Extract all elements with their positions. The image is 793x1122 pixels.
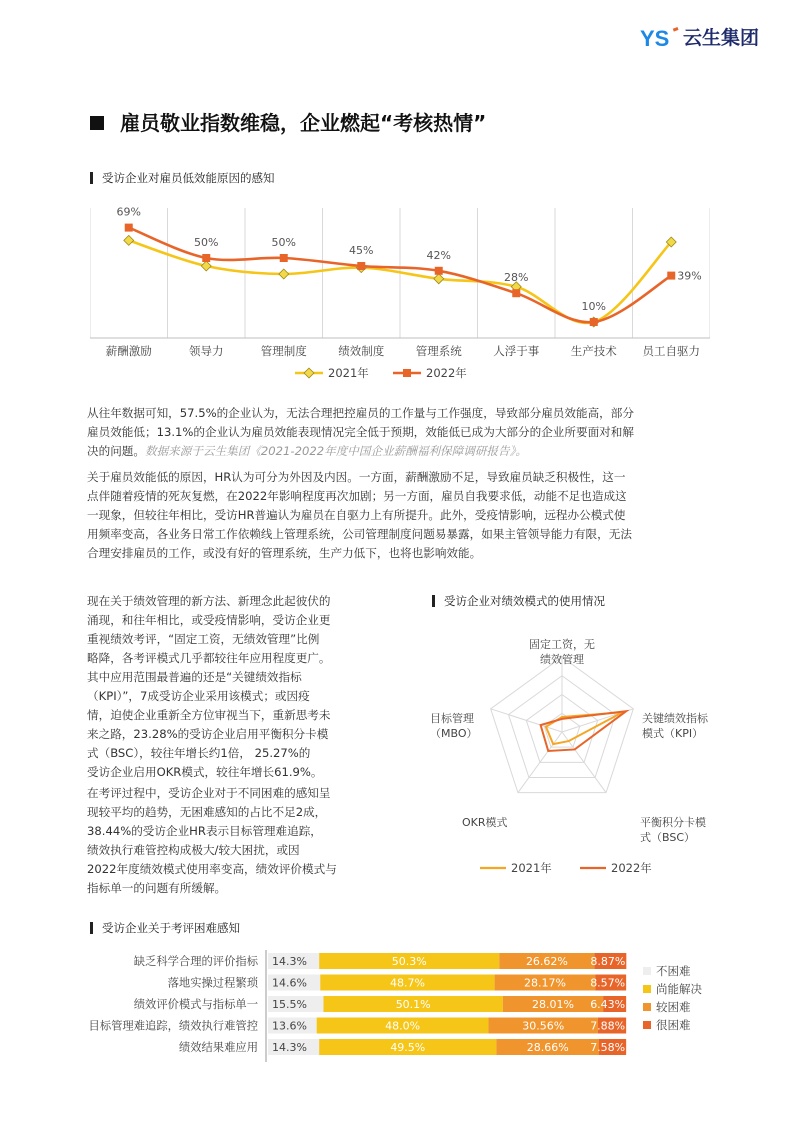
x-tick-label: 薪酬激励 <box>105 344 152 358</box>
bar-value-label: 28.01% <box>532 998 574 1011</box>
legend-swatch <box>643 1021 651 1029</box>
radar-axis-label: OKR模式 <box>462 816 508 829</box>
legend-marker <box>403 369 411 377</box>
x-tick-label: 管理制度 <box>260 344 307 358</box>
radar-axis-label: 固定工资，无 <box>529 638 595 651</box>
legend-label: 不困难 <box>656 964 691 978</box>
paragraph-3-line: 现在关于绩效管理的新方法、新理念此起彼伏的 <box>87 594 331 608</box>
legend-swatch <box>643 967 651 975</box>
radar-axis-label: 平衡积分卡模 <box>640 816 706 829</box>
data-label: 42% <box>426 248 451 262</box>
radar-axis-label: 式（BSC） <box>640 831 696 844</box>
paragraph-3-line: 来之路，23.28%的受访企业启用平衡积分卡模 <box>87 727 329 741</box>
legend-swatch <box>643 985 651 993</box>
chart2-title-text: 受访企业对绩效模式的使用情况 <box>444 594 605 608</box>
paragraph-2-line: 用频率变高，各业务日常工作依赖线上管理系统，公司管理制度问题易暴露，如果主管领导能力有限，无法 <box>87 527 632 541</box>
data-point-2021 <box>434 274 444 284</box>
legend-label: 尚能解决 <box>656 982 702 996</box>
paragraph-4-line: 2022年度绩效模式使用率变高，绩效评价模式与 <box>87 862 337 876</box>
paragraph-2-line: 合理安排雇员的工作，或没有好的管理系统，生产力低下，也将也影响效能。 <box>87 546 482 560</box>
bar-value-label: 48.0% <box>385 1019 421 1033</box>
chart1-title <box>90 170 275 186</box>
section-bullet <box>90 116 104 130</box>
stacked-bar-chart-difficulty <box>60 950 740 1070</box>
bar-value-label: 6.43% <box>590 998 626 1011</box>
bar-value-label: 8.57% <box>590 976 626 990</box>
title-bar <box>432 595 435 607</box>
paragraph-3-line: 其中应用范围最普遍的还是“关键绩效指标 <box>87 670 302 684</box>
x-tick-label: 生产技术 <box>570 344 617 358</box>
data-label: 50% <box>194 236 219 249</box>
bar-value-label: 28.66% <box>526 1041 569 1054</box>
paragraph-4 <box>87 784 397 898</box>
section-title <box>90 108 486 138</box>
paragraph-3-line: 略降，各考评模式几乎都较往年应用程度更广。 <box>87 651 331 665</box>
data-label: 69% <box>116 205 141 219</box>
bar-value-label: 7.88% <box>590 1019 626 1033</box>
paragraph-3 <box>87 592 397 782</box>
legend-label: 2021年 <box>328 366 369 380</box>
data-point-2021 <box>279 269 289 279</box>
paragraph-3-line: （KPI）”，7成受访企业采用该模式；或因疫 <box>87 689 310 703</box>
legend-label: 很困难 <box>656 1018 691 1032</box>
data-source-note: 数据来源于云生集团《2021-2022年度中国企业薪酬福利保障调研报告》。 <box>144 444 528 458</box>
paragraph-1-line: 雇员效能低；13.1%的企业认为雇员效能表现情况完全低于预期，效能低已成为大部分的企业所要面对和解 <box>87 425 634 439</box>
paragraph-1-end: 决的问题。 <box>87 444 145 458</box>
radar-chart-performance-modes <box>400 620 730 885</box>
paragraph-4-line: 绩效执行难管控构成极大/较大困扰，或因 <box>87 843 300 857</box>
x-tick-label: 人浮于事 <box>493 344 540 358</box>
paragraph-2-line: 一现象，但较往年相比，受访HR普遍认为雇员在自驱力上有所提升。此外，受疫情影响，远程办公模式使 <box>87 508 626 522</box>
data-label: 28% <box>504 271 529 285</box>
bar-value-label: 7.58% <box>590 1041 626 1054</box>
paragraph-3-line: 涌现，和往年相比，或受疫情影响，受访企业更 <box>87 613 331 627</box>
data-point-2022 <box>202 254 210 262</box>
data-label: 50% <box>271 236 296 249</box>
data-point-2022 <box>512 289 520 297</box>
paragraph-3-line: 情，迫使企业重新全方位审视当下，重新思考未 <box>87 708 331 722</box>
paragraph-2-line: 点伴随着疫情的死灰复燃，在2022年影响程度再次加剧；另一方面，雇员自我要求低，动能不足也造成这 <box>87 489 627 503</box>
data-point-2022 <box>590 318 598 326</box>
radar-axis-label: 模式（KPI） <box>642 727 704 740</box>
bar-value-label: 48.7% <box>389 976 425 990</box>
paragraph-1-line <box>87 442 712 461</box>
data-point-2021 <box>201 261 211 271</box>
section-title-text: 雇员敬业指数维稳，企业燃起“考核热情” <box>120 111 487 135</box>
chart2-title <box>432 593 605 609</box>
paragraph-4-line: 38.44%的受访企业HR表示目标管理难追踪， <box>87 824 322 838</box>
x-tick-label: 管理系统 <box>415 344 462 358</box>
bar-value-label: 8.87% <box>590 955 626 968</box>
radar-axis-label: 绩效管理 <box>540 653 584 666</box>
paragraph-2 <box>87 468 712 563</box>
title-bar <box>90 172 93 184</box>
x-tick-label: 员工自驱力 <box>642 344 700 358</box>
chart1-title-text: 受访企业对雇员低效能原因的感知 <box>102 171 275 185</box>
bar-value-label: 50.3% <box>391 955 427 968</box>
paragraph-3-line: 受访企业启用OKR模式，较往年增长61.9%。 <box>87 765 323 779</box>
line-chart-low-efficiency <box>90 200 710 390</box>
legend-label: 较困难 <box>656 1000 691 1014</box>
paragraph-4-line: 指标单一的问题有所缓解。 <box>87 881 227 895</box>
chart3-title <box>90 920 240 936</box>
legend-swatch <box>643 1003 651 1011</box>
bar-value-label: 49.5% <box>390 1041 426 1054</box>
paragraph-2-line: 关于雇员效能低的原因，HR认为可分为外因及内因。一方面，薪酬激励不足，导致雇员缺乏积极性，这一 <box>87 470 626 484</box>
bar-value-label: 30.56% <box>522 1019 565 1033</box>
data-point-2021 <box>124 235 134 245</box>
category-label: 目标管理难追踪，绩效执行难管控 <box>88 1019 258 1033</box>
legend-marker <box>304 368 314 378</box>
data-label: 10% <box>581 300 606 313</box>
paragraph-3-line: 式（BSC），较往年增长约1倍， 25.27%的 <box>87 746 311 760</box>
bar-value-label: 50.1% <box>395 998 431 1011</box>
bar-value-label: 26.62% <box>525 955 568 968</box>
legend-label: 2022年 <box>426 366 467 380</box>
data-label: 45% <box>349 244 374 257</box>
x-tick-label: 绩效制度 <box>338 344 385 358</box>
category-label: 落地实操过程繁琐 <box>167 976 258 990</box>
radar-axis-label: （MBO） <box>430 727 478 740</box>
paragraph-4-line: 在考评过程中，受访企业对于不同困难的感知呈 <box>87 786 331 800</box>
bar-value-label: 14.3% <box>272 1041 307 1054</box>
ys-logo-icon <box>640 26 680 50</box>
data-point-2022 <box>357 262 365 270</box>
paragraph-4-line: 现较平均的趋势，无困难感知的占比不足2成， <box>87 805 327 819</box>
title-bar <box>90 922 93 934</box>
bar-value-label: 13.6% <box>272 1019 307 1033</box>
paragraph-1 <box>87 404 712 461</box>
data-point-2022 <box>435 267 443 275</box>
bar-value-label: 15.5% <box>272 998 307 1011</box>
radar-axis-label: 目标管理 <box>430 712 474 725</box>
data-label: 39% <box>677 269 702 283</box>
bar-value-label: 14.3% <box>272 955 307 968</box>
svg-text:YS: YS <box>640 26 670 50</box>
category-label: 绩效结果难应用 <box>178 1041 258 1054</box>
bar-value-label: 28.17% <box>524 976 567 990</box>
x-tick-label: 领导力 <box>189 344 224 358</box>
paragraph-1-line: 从往年数据可知，57.5%的企业认为，无法合理把控雇员的工作量与工作强度，导致部分雇员效能高，部分 <box>87 406 634 420</box>
bar-value-label: 14.6% <box>272 976 307 990</box>
radar-axis-label: 关键绩效指标 <box>642 712 708 725</box>
category-label: 缺乏科学合理的评价指标 <box>133 955 258 968</box>
data-point-2022 <box>125 224 133 232</box>
chart3-title-text: 受访企业关于考评困难感知 <box>102 921 240 935</box>
paragraph-3-line: 重视绩效考评，“固定工资，无绩效管理”比例 <box>87 632 320 646</box>
legend-label: 2022年 <box>611 861 652 875</box>
legend-label: 2021年 <box>511 861 552 875</box>
logo-text: 云生集团 <box>683 27 760 49</box>
data-point-2022 <box>280 254 288 262</box>
data-point-2022 <box>667 272 675 280</box>
category-label: 绩效评价模式与指标单一 <box>133 998 258 1011</box>
